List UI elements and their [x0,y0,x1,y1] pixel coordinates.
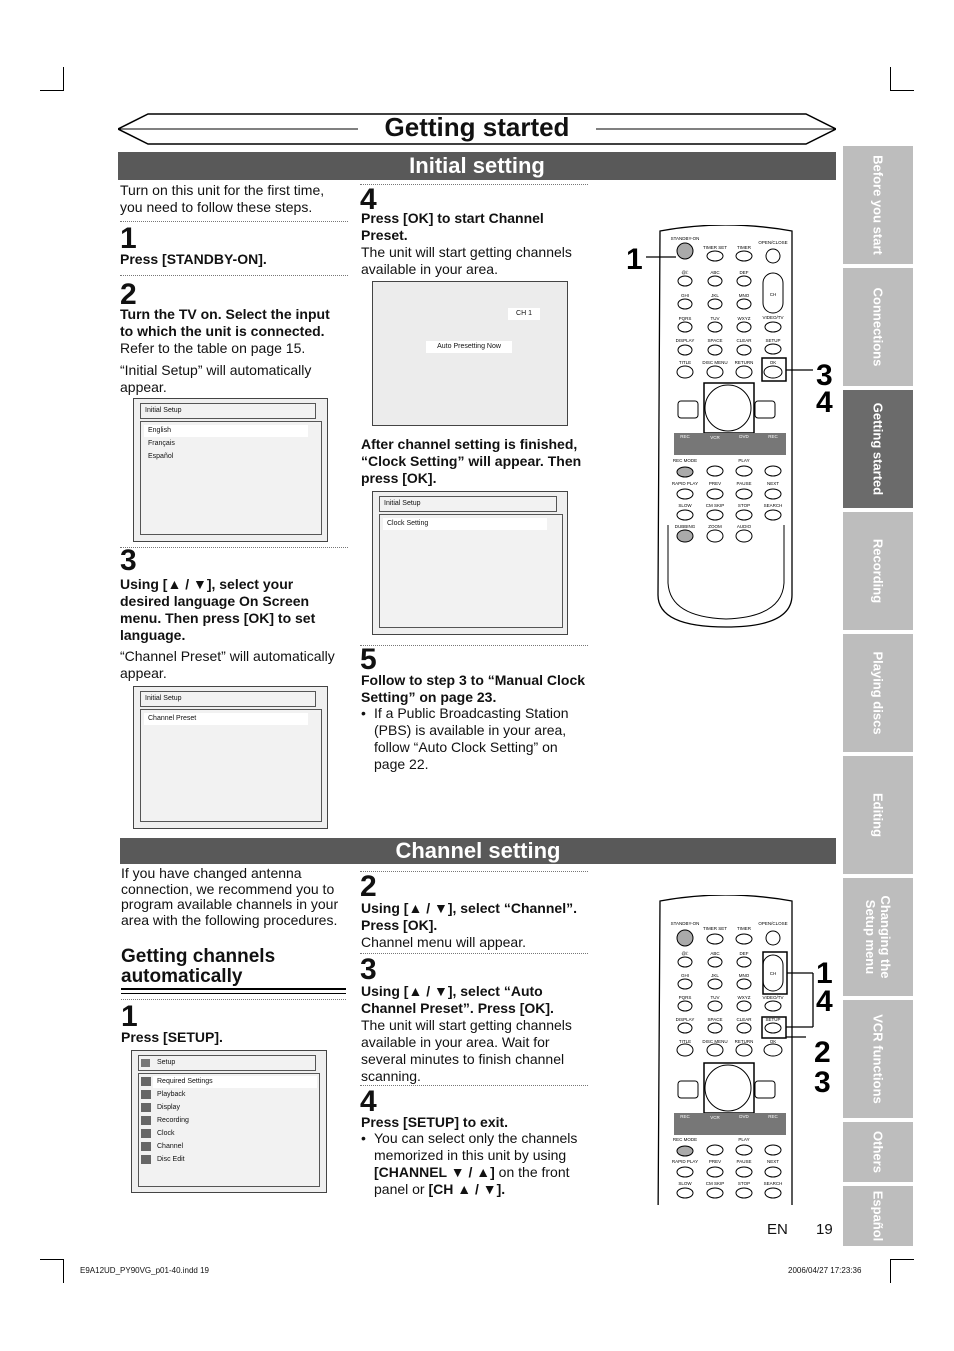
tab-playing-discs: Playing discs [843,634,913,752]
step-text: Press [SETUP] to exit. [361,1114,509,1130]
playback-icon [141,1090,151,1099]
remote-label: DEF [739,951,749,956]
remote-label: CLEAR [736,338,752,343]
crop-mark [890,1259,891,1283]
osd-item: Display [157,1104,180,1111]
remote-label: SEARCH [763,1181,783,1186]
remote-label: REC [768,434,778,439]
remote-label: @/: [681,270,689,275]
page-number: 19 [816,1221,833,1238]
osd-body [140,421,322,535]
remote-label: MNO [738,293,750,298]
remote-label: CH [769,971,777,976]
remote-label: STOP [737,503,751,508]
step-text: Follow to step 3 to “Manual Clock Setting” on page 23. [361,672,586,705]
step-text: Turn the TV on. Select the input to which the unit is connected. [120,306,330,339]
step-text: Press [SETUP]. [121,1029,223,1045]
remote-label: DISPLAY [675,1017,695,1022]
callout-number: 3 [814,1066,831,1099]
divider [360,1085,588,1086]
remote-label: TIMER SET [702,926,728,931]
divider [360,871,588,872]
step-number: 1 [121,1000,138,1033]
channel-icon [141,1142,151,1151]
remote-label: REC [680,1114,690,1119]
step-note: “Channel Preset” will automatically appear. [120,648,335,681]
crop-mark [63,67,64,91]
remote-control-illustration-2 [610,895,840,1205]
callout-number: 4 [816,386,833,419]
divider [360,645,588,646]
osd-body [140,709,322,822]
tab-recording: Recording [843,512,913,630]
remote-label: JKL [711,973,719,978]
callout-number: 2 [814,1036,831,1069]
crop-mark [890,1259,914,1260]
osd-item: Clock Setting [383,518,547,530]
bullet-dot: • [361,1130,366,1146]
osd-item: Playback [157,1091,186,1098]
remote-label: SLOW [678,503,692,508]
remote-label: VIDEO/TV [762,315,784,320]
osd-screen-auto-preset [372,281,568,426]
remote-label: RAPID PLAY [671,1159,699,1164]
crop-mark [40,1259,64,1260]
remote-label: SPACE [707,338,723,343]
bullet-text: You can select only the channels memorized in this unit by using [374,1130,578,1163]
section-heading-channel: Channel setting [120,838,836,864]
osd-item: Channel [157,1143,184,1150]
divider [360,953,588,954]
step-text: Using [▲ / ▼], select “Auto Channel Preset”. Press [OK]. [361,983,554,1016]
osd-header: Setup [138,1055,316,1071]
page-title: Getting started [384,112,570,142]
display-icon [141,1103,151,1112]
remote-label: SLOW [678,1181,692,1186]
remote-label: REC MODE [672,1137,698,1142]
section-heading-initial: Initial setting [118,152,836,180]
step-number: 3 [120,544,137,577]
osd-item: Clock [157,1130,175,1137]
tab-vcr-functions: VCR functions [843,1000,913,1118]
remote-label: MNO [738,973,750,978]
tab-espanol: Español [843,1186,913,1246]
remote-label: ABC [710,951,720,956]
remote-label: TITLE [678,360,692,365]
osd-header: Initial Setup [140,403,316,419]
remote-label: WXYZ [737,995,751,1000]
remote-label: JKL [711,293,719,298]
divider [120,221,348,222]
remote-label: PLAY [738,1137,750,1142]
remote-label: DUBBING [674,524,696,529]
bullet-text: [CHANNEL ▼ / ▲] [374,1164,495,1180]
remote-label: DVD [739,1114,749,1119]
subheading-rule [121,988,346,994]
crop-mark [890,90,914,91]
remote-label: DISPLAY [675,338,695,343]
remote-label: RETURN [734,360,754,365]
remote-label: OK [769,1039,777,1044]
remote-label: ABC [710,270,720,275]
callout-number: 1 [816,957,833,990]
crop-mark [40,90,64,91]
divider [121,999,346,1000]
osd-item: English [144,425,308,437]
remote-label: SPACE [707,1017,723,1022]
remote-label: RAPID PLAY [671,481,699,486]
crop-mark [63,1259,64,1283]
osd-screen-setup [131,1050,327,1193]
tab-before-you-start: Before you start [843,146,913,264]
osd-body [379,514,563,628]
remote-label: SEARCH [763,503,783,508]
osd-item: Recording [157,1117,189,1124]
remote-label: CM SKIP [705,1181,725,1186]
remote-label: STANDBY-ON [670,921,700,926]
remote-label: PQRS [678,995,692,1000]
recording-icon [141,1116,151,1125]
remote-label: RETURN [734,1039,754,1044]
remote-label: PLAY [738,458,750,463]
remote-label: TIMER [737,245,751,250]
osd-header: Initial Setup [140,691,316,707]
crop-mark [890,67,891,91]
remote-label: CH [769,292,777,297]
step-text: Using [▲ / ▼], select “Channel”. Press [OK]. [361,900,577,933]
footer-file: E9A12UD_PY90VG_p01-40.indd 19 [80,1266,209,1275]
remote-label: GHI [680,973,690,978]
remote-label: NEXT [766,481,780,486]
bullet-dot: • [361,705,366,721]
footer-timestamp: 2006/04/27 17:23:36 [788,1266,862,1275]
remote-label: PAUSE [736,481,752,486]
disc-edit-icon [141,1155,151,1164]
remote-label: REC [768,1114,778,1119]
initial-intro: Turn on this unit for the first time, you need to follow these steps. [120,182,325,215]
remote-label: ZOOM [708,524,722,529]
step-number: 3 [360,953,377,986]
osd-item: Français [148,440,175,447]
remote-label: TIMER [737,926,751,931]
remote-label: VCR [710,1115,720,1120]
tab-connections: Connections [843,268,913,386]
remote-label: STOP [737,1181,751,1186]
osd-screen-clock [372,491,568,635]
remote-label: DEF [739,270,749,275]
step-note: “Initial Setup” will automatically appear. [120,362,312,395]
osd-item: Disc Edit [157,1156,185,1163]
step-number: 4 [360,183,377,216]
step-text: Using [▲ / ▼], select your desired language On Screen menu. Then press [OK] to set language. [120,576,316,643]
channel-intro: If you have changed antenna connection, we recommend you to program available channels in your area with the following procedures. [121,865,339,928]
osd-item: Español [148,453,174,460]
remote-label: VIDEO/TV [762,995,784,1000]
callout-number: 1 [626,243,643,276]
osd-item: Required Settings [153,1076,317,1088]
remote-label: WXYZ [737,316,751,321]
bullet-text: on the front panel or [374,1164,570,1197]
osd-screen-language [133,398,328,542]
remote-label: REC MODE [672,458,698,463]
step-text: Press [OK] to start Channel Preset. [361,210,544,243]
step-bullet [361,1130,589,1198]
osd-channel: CH 1 [508,308,540,320]
tab-changing-setup-menu: Changing the Setup menu [843,878,913,996]
step-number: 5 [360,643,377,676]
osd-screen-channel-preset [133,686,328,829]
remote-label: TUV [710,995,720,1000]
divider [120,275,348,276]
divider [360,184,588,185]
remote-label: SETUP [765,338,781,343]
tab-others: Others [843,1122,913,1182]
remote-label: CLEAR [736,1017,752,1022]
remote-label: GHI [680,293,690,298]
remote-label: DVD [739,434,749,439]
remote-label: REC [680,434,690,439]
step-number: 4 [360,1085,377,1118]
clock-icon [141,1129,151,1138]
step-text: Channel menu will appear. [361,934,526,950]
remote-control-illustration-1 [610,225,840,630]
remote-label: PREV [708,481,722,486]
remote-label: AUDIO [736,524,752,529]
remote-label: SETUP [765,1017,781,1022]
bullet-text: If a Public Broadcasting Station (PBS) is available in your area, follow “Auto Clock Setting” on page 22. [374,705,569,772]
remote-label: TIMER SET [702,245,728,250]
callout-number: 4 [816,985,833,1018]
remote-label: VCR [710,435,720,440]
remote-label: TITLE [678,1039,692,1044]
remote-label: CM SKIP [705,503,725,508]
callout-number: 3 [816,359,833,392]
step-text: Refer to the table on page 15. [120,340,306,356]
step-bullet [361,705,587,773]
step-number: 1 [120,222,137,255]
remote-label: @/: [681,951,689,956]
remote-label: TUV [710,316,720,321]
step-text: After channel setting is finished, “Clock Setting” will appear. Then press [OK]. [361,436,582,486]
setup-icon [141,1059,150,1067]
required-settings-icon [141,1077,151,1086]
remote-label: OK [769,360,777,365]
step-text: Press [STANDBY-ON]. [120,251,267,267]
osd-message: Auto Presetting Now [426,341,512,353]
remote-label: PREV [708,1159,722,1164]
step-number: 2 [360,870,377,903]
step-number: 2 [120,278,137,311]
remote-label: OPEN/CLOSE [758,240,788,245]
subheading-auto-channels: Getting channels automatically [121,946,276,987]
remote-label: PAUSE [736,1159,752,1164]
remote-label: STANDBY-ON [670,236,700,241]
tab-editing: Editing [843,756,913,874]
remote-label: OPEN/CLOSE [758,921,788,926]
osd-item: Channel Preset [144,713,308,725]
remote-label: NEXT [766,1159,780,1164]
bullet-text: [CH ▲ / ▼]. [428,1181,506,1197]
remote-label: DISC MENU [702,360,728,365]
remote-label: PQRS [678,316,692,321]
tab-getting-started: Getting started [843,390,913,508]
step-text: The unit will start getting channels available in your area. Wait for several minutes to finish channel scanning. [361,1017,572,1084]
osd-body [138,1073,320,1187]
remote-label: DISC MENU [702,1039,728,1044]
divider [120,547,348,548]
step-text: The unit will start getting channels available in your area. [361,244,572,277]
page-language: EN [767,1221,788,1238]
osd-header: Initial Setup [379,496,557,512]
